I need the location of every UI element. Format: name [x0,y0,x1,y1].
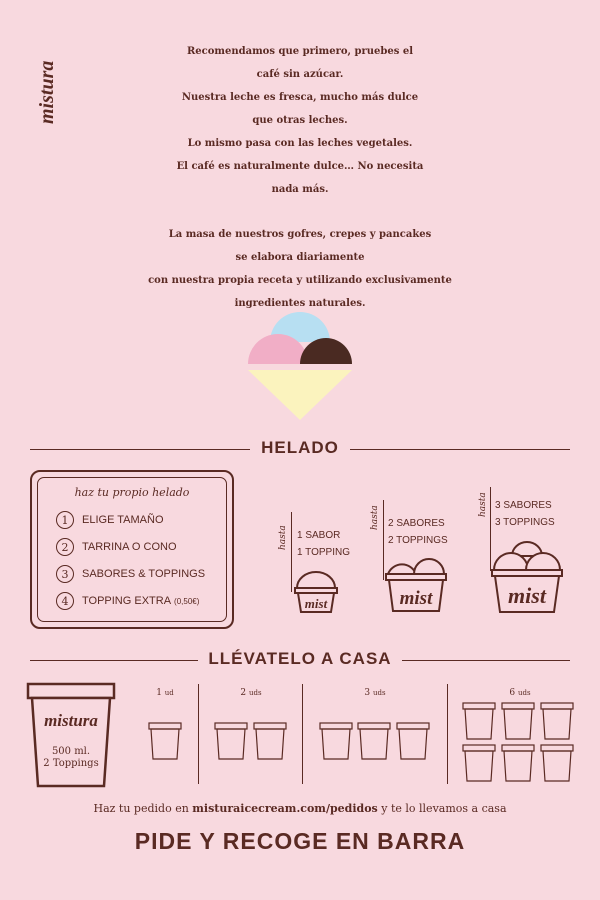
cup-label: mist [304,596,328,611]
cup-medium-icon [384,554,448,614]
pack-unit: uds [249,689,262,697]
hasta-label: hasta [478,492,488,517]
build-your-ice-cream-box [30,470,234,629]
section-title-casa: LLÉVATELO A CASA [208,649,392,668]
step-label: TOPPING EXTRA [82,595,172,607]
cup-label: mist [508,583,546,608]
intro-line: Lo mismo pasa con las leches vegetales. [187,138,413,149]
step-number: 4 [56,592,74,610]
step-number: 1 [56,511,74,529]
size-medium-limits [388,515,448,549]
size-line [291,512,292,592]
pack-unit: uds [518,689,531,697]
pack-number: 3 [364,688,371,698]
flavor-limit: 2 SABORES [388,518,445,529]
tub-toppings: 2 Toppings [43,758,99,769]
step-label: SABORES & TOPPINGS [82,568,206,580]
order-text-post: y te lo llevamos a casa [377,802,507,815]
divider [402,660,570,661]
step-item [56,564,205,584]
topping-limit: 2 TOPPINGS [388,535,448,546]
tub-brand: mistura [44,711,98,730]
pack-unit: uds [373,689,386,697]
box-title: haz tu propio helado [74,486,190,499]
intro-line: café sin azúcar. [256,69,344,80]
order-text-pre: Haz tu pedido en [93,802,193,815]
intro-line: ingredientes naturales. [234,298,366,309]
divider [350,449,570,450]
flavor-limit: 3 SABORES [495,500,552,511]
pack-number: 6 [509,688,516,698]
intro-line: con nuestra propia receta y utilizando exclusivamente [148,275,452,286]
size-large-limits [495,497,555,531]
step-number: 2 [56,538,74,556]
intro-text [130,40,470,315]
intro-line: se elabora diariamente [235,252,365,263]
order-online-text [0,802,600,815]
hasta-label: hasta [370,505,380,530]
pack-unit: ud [164,689,174,697]
step-item [56,510,164,530]
pack-number: 1 [156,688,162,698]
intro-line: Recomendamos que primero, pruebes el [186,46,413,57]
size-small-limits [297,527,350,561]
brand-logo-text: mistura [36,60,58,124]
step-item [56,591,199,611]
intro-line: El café es naturalmente dulce… No necesita [176,161,424,172]
step-extra-price: (0,50€) [174,596,200,606]
step-number: 3 [56,565,74,583]
order-url-link[interactable]: misturaicecream.com/pedidos [192,802,378,815]
divider [30,449,250,450]
topping-limit: 1 TOPPING [297,547,350,558]
cup-large-icon [490,540,564,614]
step-label: TARRINA O CONO [82,541,177,553]
hasta-label: hasta [278,525,288,550]
tub-size: 500 ml. [51,746,91,757]
step-label: ELIGE TAMAÑO [82,514,164,526]
ice-cream-scoops-icon [240,312,360,422]
pack-number: 2 [240,688,247,698]
cup-label: mist [399,588,433,609]
pack-tubs-illustration [0,695,600,790]
section-title-helado: HELADO [261,438,339,457]
topping-limit: 3 TOPPINGS [495,517,555,528]
step-item [56,537,177,557]
intro-line: La masa de nuestros gofres, crepes y pancakes [168,229,432,240]
brand-logo [28,46,68,126]
divider [30,660,198,661]
intro-line: Nuestra leche es fresca, mucho más dulce [181,92,419,103]
pickup-headline: PIDE Y RECOGE EN BARRA [134,828,466,854]
intro-line: nada más. [271,184,329,195]
intro-line: que otras leches. [252,115,348,126]
cup-small-icon [293,570,339,614]
flavor-limit: 1 SABOR [297,530,341,541]
